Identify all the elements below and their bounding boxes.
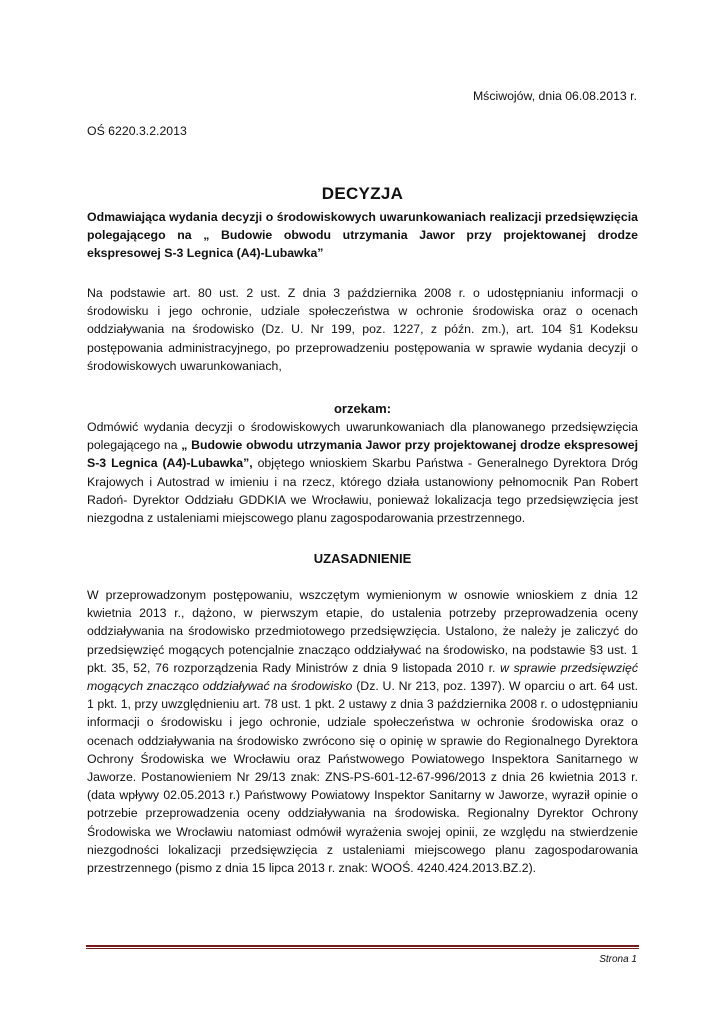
date-line: Mściwojów, dnia 06.08.2013 r. xyxy=(472,89,637,103)
footer-divider xyxy=(86,945,639,947)
decision-subtitle: Odmawiająca wydania decyzji o środowiskowych uwarunkowaniach realizacji przedsięwzięcia polegającego na „ Budowie obwodu utrzymania Jawor przy projektowanej drodze ekspresowej S-3 Legnica (A4)-Lubawka” xyxy=(87,210,638,261)
document-title: DECYZJA xyxy=(321,184,404,203)
uzasadnienie-heading: UZASADNIENIE xyxy=(313,551,412,566)
decision-text-1: Odmówić wydania decyzji o środowiskowych uwarunkowaniach dla planowanego przedsięwzięcia polegającego na xyxy=(87,420,638,453)
decision-paragraph xyxy=(87,418,638,527)
justification-text-1: W przeprowadzonym postępowaniu, wszczętym wymienionym w osnowie wnioskiem z dnia 12 kwietnia 2013 r., dążono, w pierwszym etapie, do ustalenia potrzeby przeprowadzenia oceny oddziaływania na środowisko przedmiotowego przedsięwzięcia. Ustalono, że należy je zaliczyć do przedsięwzięć mogących potencjalnie znacząco oddziaływać na środowisko, na podstawie §3 ust. 1 pkt. 35, 52, 76 rozporządzenia Rady Ministrów z dnia 9 listopada 2010 r. xyxy=(87,588,638,675)
case-reference: OŚ 6220.3.2.2013 xyxy=(87,124,187,138)
decision-project-name: „ Budowie obwodu utrzymania Jawor przy projektowanej drodze ekspresowej S-3 Legnica (A4)-Lubawka”, xyxy=(87,438,638,471)
legal-basis-paragraph: Na podstawie art. 80 ust. 2 ust. Z dnia 3 października 2008 r. o udostępnianiu informacji o środowisku i jego ochronie, udziale społeczeństwa w ochronie środowiska oraz o ocenach oddziaływania na środowisko (Dz. U. Nr 199, poz. 1227, z późn. zm.), art. 104 §1 Kodeksu postępowania administracyjnego, po przeprowadzeniu postępowania w sprawie wydania decyzji o środowiskowych uwarunkowaniach, xyxy=(87,286,638,373)
justification-text-2: (Dz. U. Nr 213, poz. 1397). W oparciu o art. 64 ust. 1 pkt. 1, przy uwzględnieniu art. 78 ust. 1 pkt. 2 ustawy z dnia 3 października 2008 r. o udostępnianiu informacji o środowisku i jego ochronie, udziale społeczeństwa w ochronie środowiska oraz o ocenach oddziaływania na środowisko zwrócono się o opinię w sprawie do Regionalnego Dyrektora Ochrony Środowiska we Wrocławiu oraz Państwowego Powiatowego Inspektora Sanitarnego w Jaworze. Postanowieniem Nr 29/13 znak: ZNS-PS-601-12-67-996/2013 z dnia 26 kwietnia 2013 r. (data wpływy 02.05.2013 r.) Państwowy Powiatowy Inspektor Sanitarny w Jaworze, wyraził opinie o potrzebie przeprowadzenia oceny oddziaływania na środowiska. Regionalny Dyrektor Ochrony Środowiska we Wrocławiu natomiast odmówił wyrażenia swojej opinii, ze względu na stwierdzenie niezgodności lokalizacji przedsięwzięcia z ustaleniami miejscowego planu zagospodarowania przestrzennego (pismo z dnia 15 lipca 2013 r. znak: WOOŚ. 4240.424.2013.BZ.2). xyxy=(87,679,638,876)
decision-text-2: objętego wnioskiem Skarbu Państwa - Generalnego Dyrektora Dróg Krajowych i Autostrad w imieniu i na rzecz, którego działa ustanowiony pełnomocnik Pan Robert Radoń- Dyrektor Oddziału GDDKIA we Wrocławiu, ponieważ lokalizacja tego przedsięwzięcia jest niezgodna z ustaleniami miejscowego planu zagospodarowania przestrzennego. xyxy=(87,456,638,526)
justification-paragraph xyxy=(87,586,638,877)
page-number: Strona 1 xyxy=(599,954,637,965)
footer-divider-thin xyxy=(86,948,639,949)
orzekam-heading: orzekam: xyxy=(333,401,392,416)
regulation-title: w sprawie przedsięwzięć mogących znacząco oddziaływać na środowisko xyxy=(87,660,638,694)
